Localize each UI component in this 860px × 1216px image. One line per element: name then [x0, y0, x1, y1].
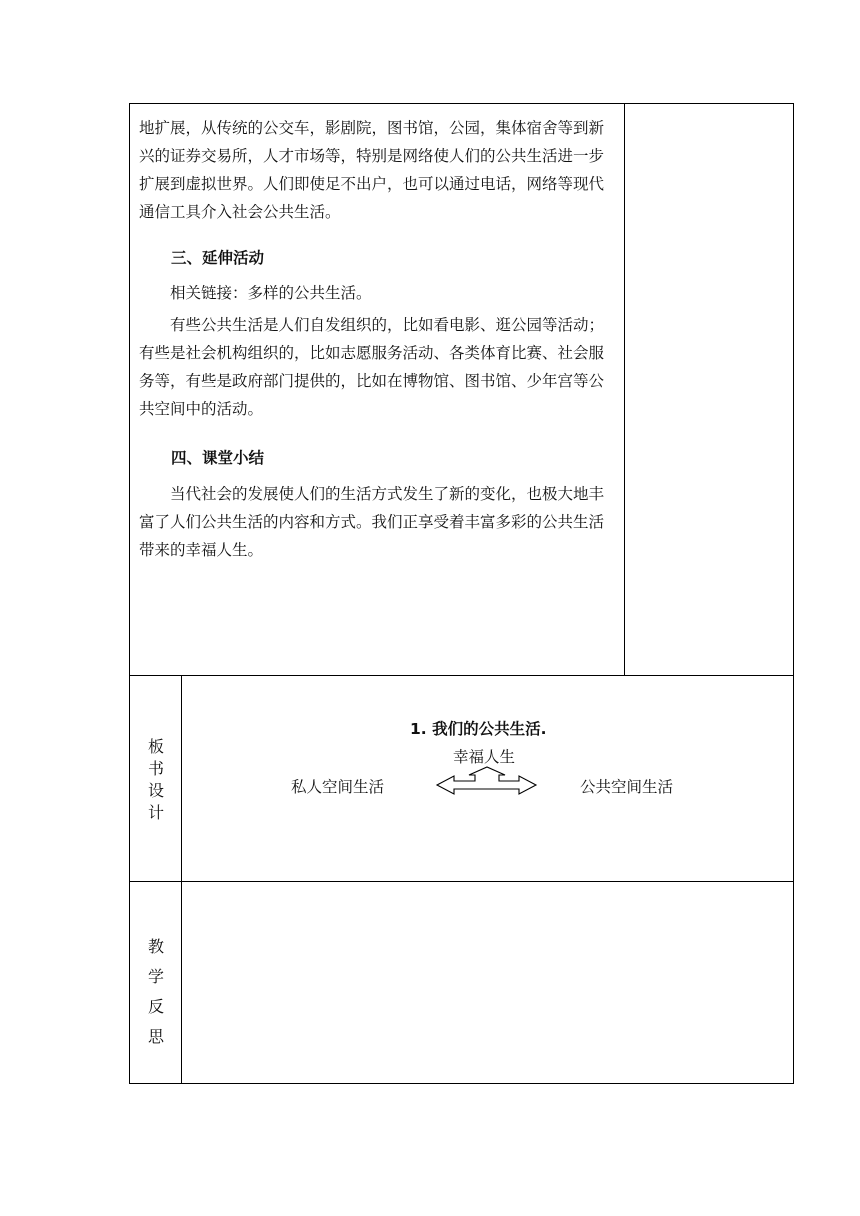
reflection-label-char: 反 — [147, 997, 164, 1016]
board-label-char: 板 — [147, 737, 164, 756]
table-bottom-border — [129, 1083, 794, 1084]
notes-column-divider — [624, 103, 625, 676]
board-design-label — [132, 736, 180, 824]
board-private-life: 私人空间生活 — [291, 778, 385, 796]
table-left-border — [129, 103, 130, 1084]
table-top-border — [129, 103, 794, 104]
paragraph-summary: 当代社会的发展使人们的生活方式发生了新的变化，也极大地丰富了人们公共生活的内容和方式。我们正享受着丰富多彩的公共生活带来的幸福人生。 — [139, 485, 605, 559]
row-divider-2 — [129, 881, 794, 882]
reflection-label-char: 思 — [147, 1027, 164, 1046]
board-happy-life: 幸福人生 — [453, 748, 516, 766]
table-right-border — [793, 103, 794, 1084]
row-divider-1 — [129, 675, 794, 676]
heading-extension-activity: 三、延伸活动 — [171, 249, 265, 267]
reflection-label-char: 学 — [147, 967, 164, 986]
board-label-char: 设 — [147, 781, 164, 800]
board-label-char: 计 — [147, 803, 164, 822]
heading-class-summary: 四、课堂小结 — [171, 449, 265, 467]
board-title: 1. 我们的公共生活. — [410, 720, 547, 738]
paragraph-diverse-activities: 有些公共生活是人们自发组织的，比如看电影、逛公园等活动；有些是社会机构组织的，比如志愿服务活动、各类体育比赛、社会服务等，有些是政府部门提供的，比如在博物馆、图书馆、少年宫等公共空间中的活动。 — [139, 316, 605, 418]
paragraph-public-life-expansion: 地扩展，从传统的公交车，影剧院，图书馆，公园，集体宿舍等到新兴的证券交易所，人才市场等，特别是网络使人们的公共生活进一步扩展到虚拟世界。人们即使足不出户，也可以通过电话，网络等现代通信工具介入社会公共生活。 — [139, 119, 605, 221]
related-link-line: 相关链接：多样的公共生活。 — [170, 284, 372, 302]
double-arrow-diagram — [434, 764, 544, 800]
reflection-label-char: 教 — [147, 937, 164, 956]
double-arrow-shape — [437, 767, 536, 794]
board-public-life: 公共空间生活 — [580, 778, 674, 796]
board-label-char: 书 — [147, 759, 164, 778]
label-column-divider — [181, 675, 182, 1084]
teaching-reflection-label — [132, 932, 180, 1052]
